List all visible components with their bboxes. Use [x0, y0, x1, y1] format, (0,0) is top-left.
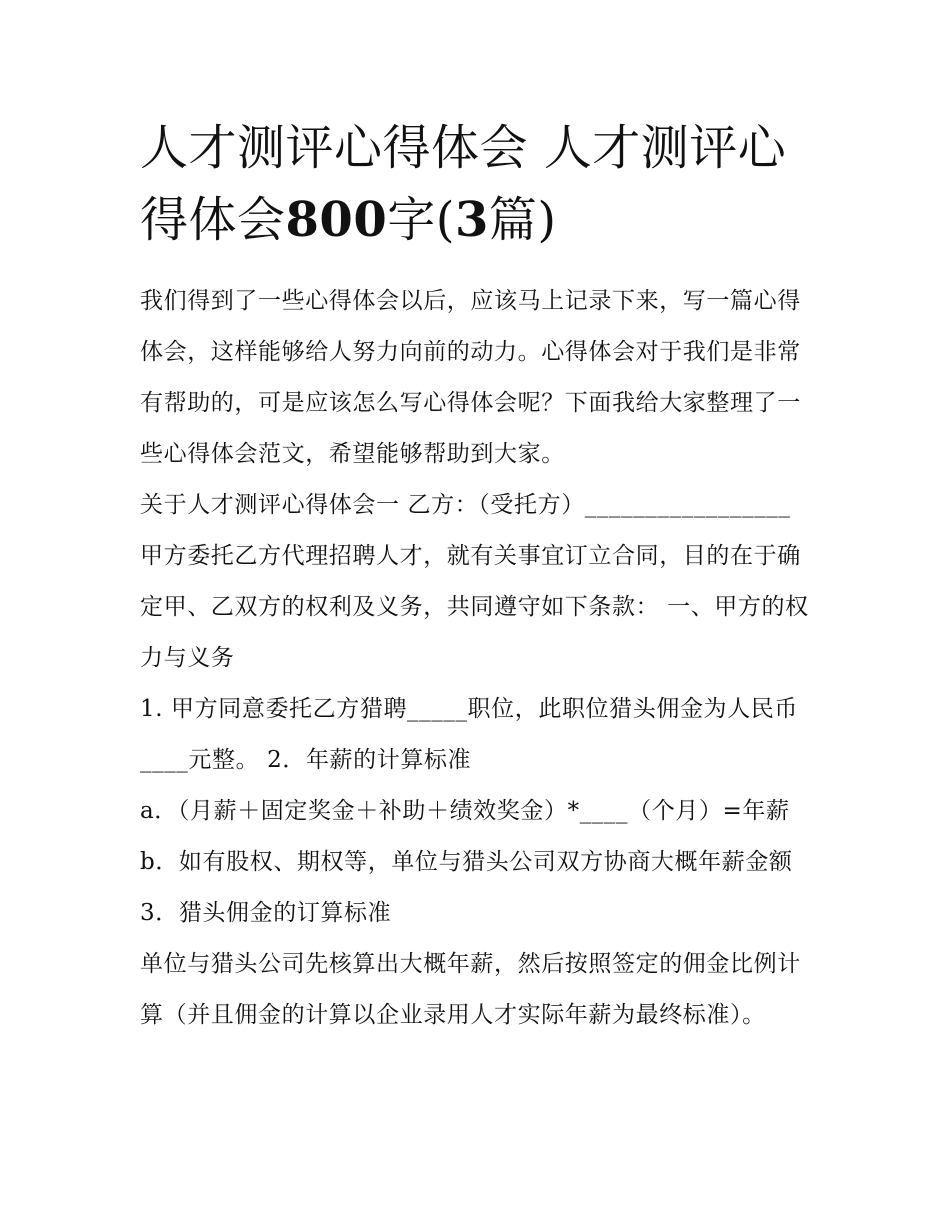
title-text-part3: 篇): [488, 192, 557, 248]
title-text-part1: 人才测评心得体会 人才测评心得体会: [140, 120, 787, 248]
document-page: [140, 112, 812, 1041]
title-number: 800: [285, 192, 388, 248]
title-count: 3: [454, 192, 489, 248]
clause-salary-paragraph: a．（月薪＋固定奖金＋补助＋绩效奖金）*____（个月）=年薪 b．如有股权、期权等，单位与猎头公司双方协商大概年薪金额 3．猎头佣金的订算标准: [140, 798, 793, 926]
contract-intro-paragraph: 关于人才测评心得体会一 乙方：（受托方）_________________甲方委托乙方代理招聘人才，就有关事宜订立合同，目的在于确定甲、乙双方的权利及义务，共同遵守如下条款： 一、甲方的权力与义务: [140, 492, 809, 671]
clause-commission-paragraph: 单位与猎头公司先核算出大概年薪，然后按照签定的佣金比例计算（并且佣金的计算以企业录用人才实际年薪为最终标准）。: [140, 951, 801, 1028]
intro-paragraph: 我们得到了一些心得体会以后，应该马上记录下来，写一篇心得体会，这样能够给人努力向前的动力。心得体会对于我们是非常有帮助的，可是应该怎么写心得体会呢？下面我给大家整理了一些心得体会范文，希望能够帮助到大家。: [140, 288, 801, 467]
document-title: [140, 112, 812, 256]
title-text-part2: 字(: [387, 192, 455, 248]
clause-1-paragraph: 1. 甲方同意委托乙方猎聘_____职位，此职位猎头佣金为人民币____元整。 2．年薪的计算标准: [140, 696, 798, 773]
